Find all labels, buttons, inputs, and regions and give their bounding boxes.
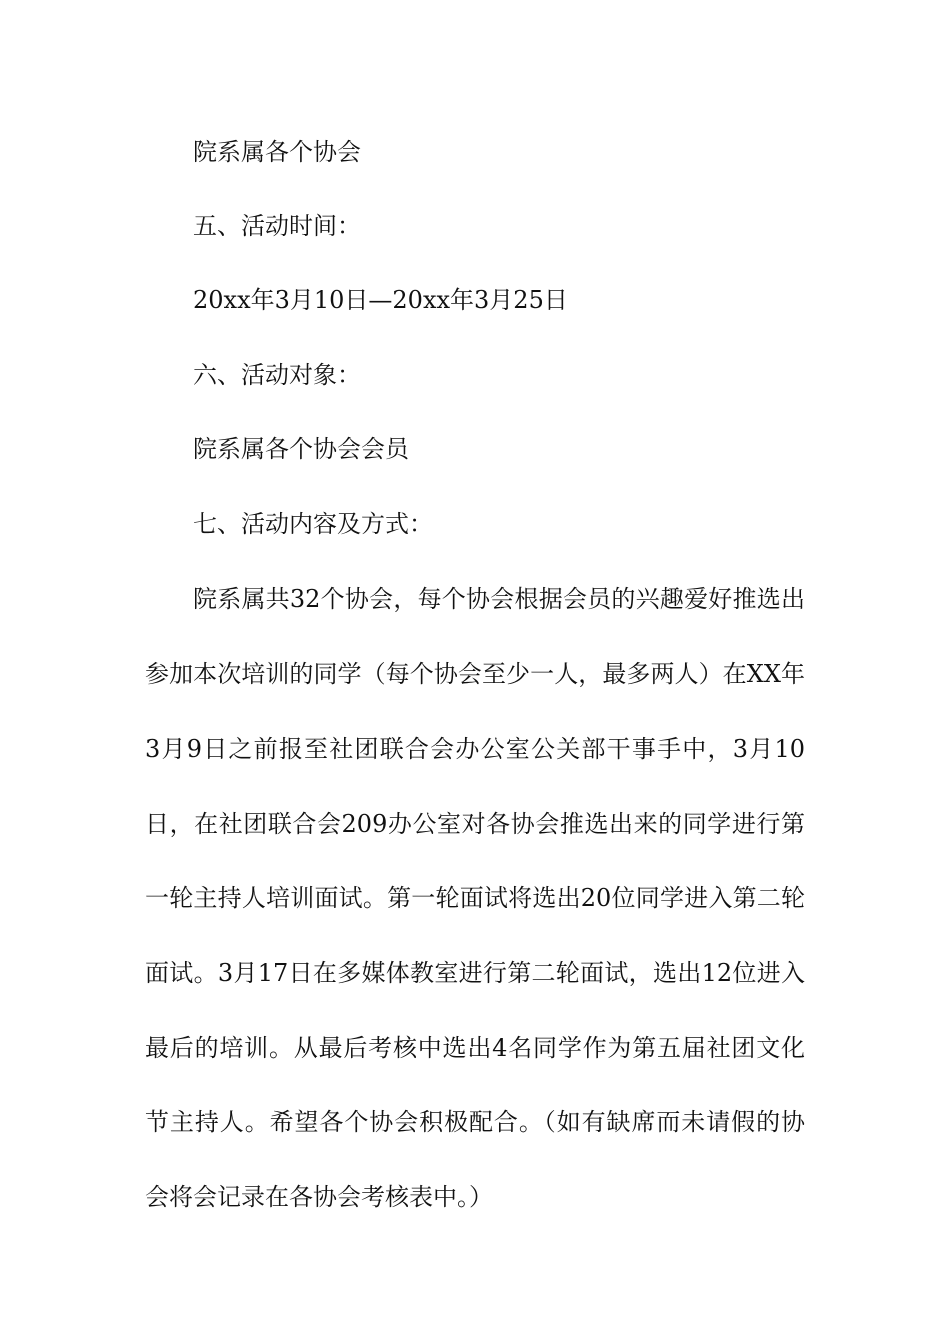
paragraph-line-7: 最后的培训。从最后考核中选出4名同学作为第五届社团文化 xyxy=(145,1034,805,1062)
paragraph-line-6: 面试。3月17日在多媒体教室进行第二轮面试，选出12位进入 xyxy=(145,959,805,987)
section-heading-activity-time: 五、活动时间： xyxy=(193,212,361,240)
paragraph-line-8: 节主持人。希望各个协会积极配合。（如有缺席而未请假的协 xyxy=(145,1108,805,1136)
paragraph-line-5: 一轮主持人培训面试。第一轮面试将选出20位同学进入第二轮 xyxy=(145,884,805,912)
section-heading-activity-content: 七、活动内容及方式： xyxy=(193,510,433,538)
paragraph-line-1: 院系属共32个协会，每个协会根据会员的兴趣爱好推选出 xyxy=(193,585,805,613)
paragraph-line-4: 日，在社团联合会209办公室对各协会推选出来的同学进行第 xyxy=(145,810,805,838)
section-heading-activity-target: 六、活动对象： xyxy=(193,361,361,389)
paragraph-line-3: 3月9日之前报至社团联合会办公室公关部干事手中，3月10 xyxy=(145,735,805,763)
text-line-association-members: 院系属各个协会会员 xyxy=(193,435,409,463)
text-line-activity-dates: 20xx年3月10日—20xx年3月25日 xyxy=(193,286,568,314)
text-line-affiliated-associations: 院系属各个协会 xyxy=(193,138,361,166)
paragraph-line-9: 会将会记录在各协会考核表中。） xyxy=(145,1183,493,1211)
paragraph-line-2: 参加本次培训的同学（每个协会至少一人，最多两人）在XX年 xyxy=(145,660,805,688)
